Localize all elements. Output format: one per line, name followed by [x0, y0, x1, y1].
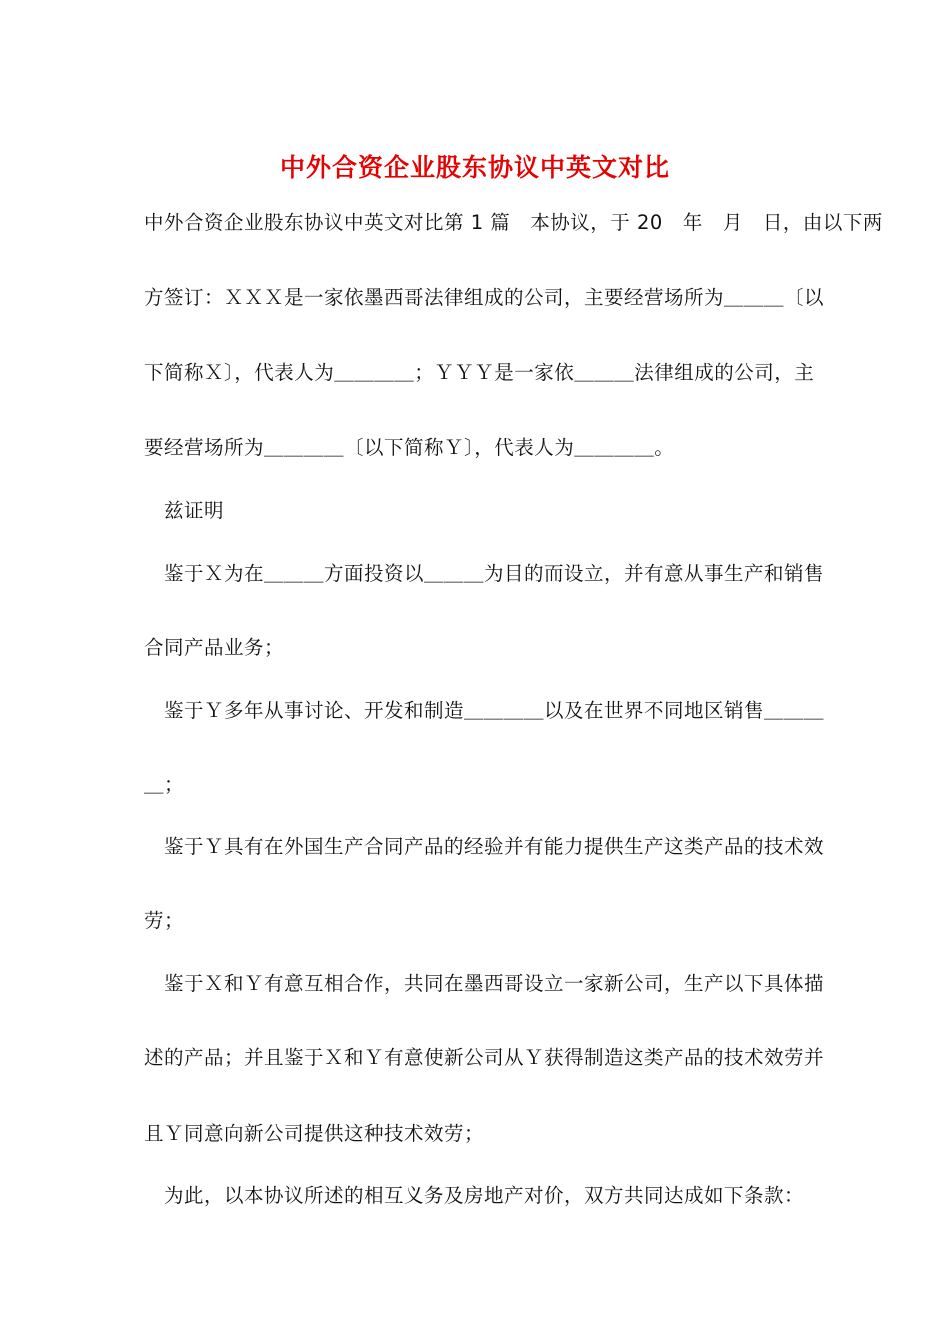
document-title: 中外合资企业股东协议中英文对比: [279, 153, 670, 182]
body-line-14: 且Ｙ同意向新公司提供这种技术效劳；: [144, 1122, 485, 1145]
body-line-8: 鉴于Ｙ多年从事讨论、开发和制造＿＿＿＿以及在世界不同地区销售＿＿＿: [164, 699, 825, 722]
body-line-10: 鉴于Ｙ具有在外国生产合同产品的经验并有能力提供生产这类产品的技术效: [164, 835, 825, 858]
body-line-6: 鉴于Ｘ为在＿＿＿方面投资以＿＿＿为目的而设立，并有意从事生产和销售: [164, 562, 825, 585]
body-line-11: 劳；: [144, 909, 185, 932]
body-line-13: 述的产品；并且鉴于Ｘ和Ｙ有意使新公司从Ｙ获得制造这类产品的技术效劳并: [144, 1046, 825, 1069]
body-line-2: 方签订：ＸＸＸ是一家依墨西哥法律组成的公司，主要经营场所为＿＿＿〔以: [144, 286, 825, 309]
section-heading: 兹证明: [164, 499, 225, 522]
body-line-9: ＿；: [144, 773, 185, 796]
body-line-1: 中外合资企业股东协议中英文对比第 1 篇 本协议，于 20 年 月 日，由以下两: [144, 211, 883, 234]
body-line-4: 要经营场所为＿＿＿＿〔以下简称Ｙ〕，代表人为＿＿＿＿。: [144, 436, 675, 459]
body-line-3: 下简称Ｘ〕，代表人为＿＿＿＿；ＹＹＹ是一家依＿＿＿法律组成的公司，主: [144, 361, 815, 384]
body-line-15: 为此，以本协议所述的相互义务及房地产对价，双方共同达成如下条款：: [164, 1184, 805, 1207]
body-line-12: 鉴于Ｘ和Ｙ有意互相合作，共同在墨西哥设立一家新公司，生产以下具体描: [164, 972, 825, 995]
body-line-7: 合同产品业务；: [144, 636, 285, 659]
